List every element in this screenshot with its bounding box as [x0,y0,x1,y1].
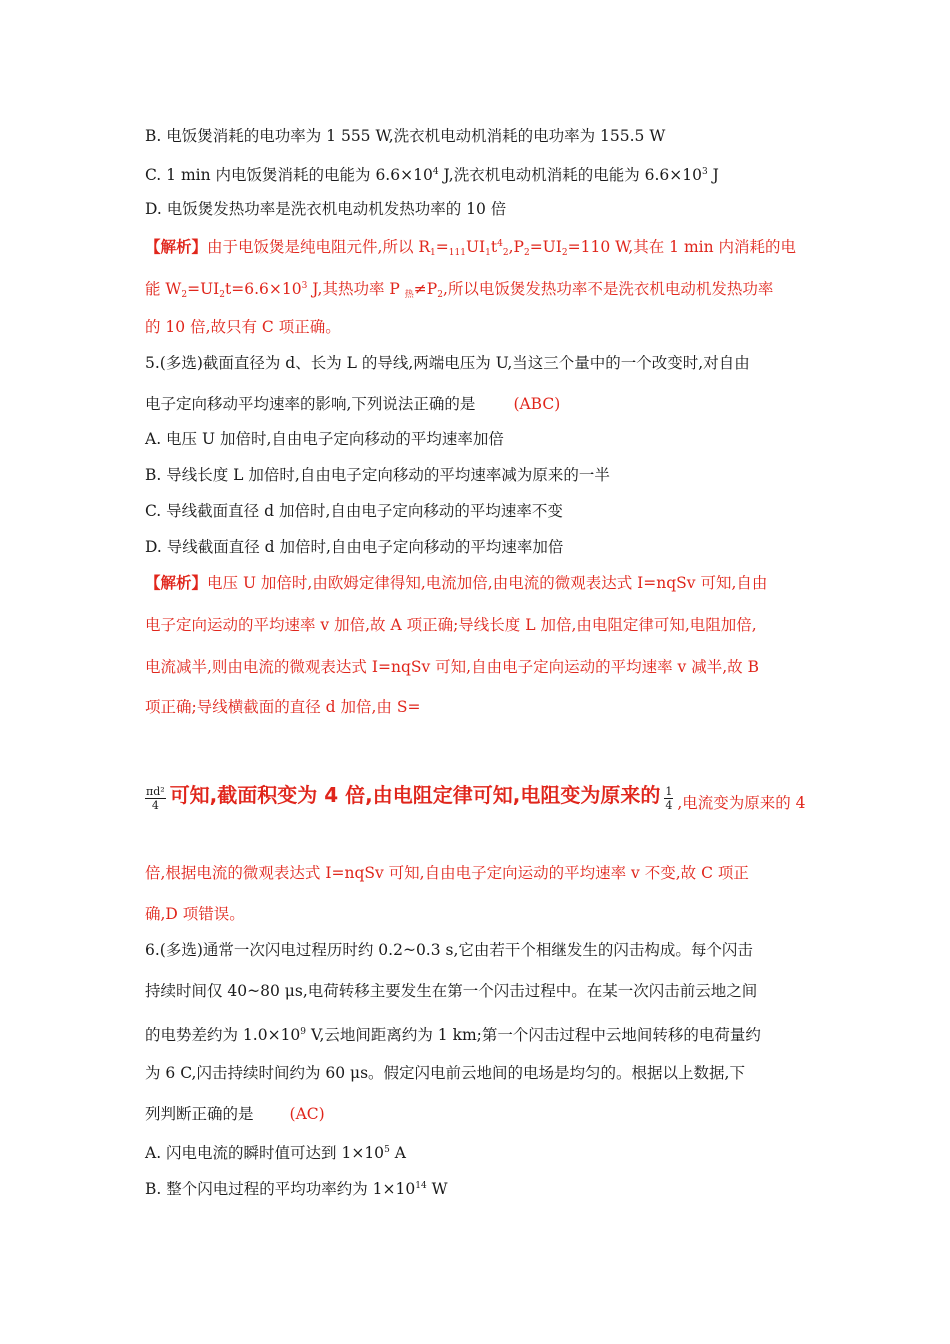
q5-option-d: D. 导线截面直径 d 加倍时,自由电子定向移动的平均速率加倍 [145,538,564,556]
q6-answer: (AC) [289,1105,325,1123]
q5-analysis-formula-line: $\frac{\text{πd²}}{4}$ 可知,截面积变为 4 倍,由电阻定律可知,电阻变为原来的 $\frac{1}{4}$ ,电流变为原来的 4 [146,783,806,812]
q6-stem-line-4: 为 6 C,闪击持续时间约为 60 μs。假定闪电前云地间的电场是均匀的。根据以上数据,下 [145,1064,745,1082]
q5-option-c: C. 导线截面直径 d 加倍时,自由电子定向移动的平均速率不变 [145,502,563,520]
q6-option-a: A. 闪电电流的瞬时值可达到 $1\times 10^5$ A [145,1144,406,1162]
q5-stem-line-2: 电子定向移动平均速率的影响,下列说法正确的是 (ABC) [145,395,561,413]
q5-answer: (ABC) [513,395,561,413]
fraction-one-quarter: $\frac{1}{4}$ [665,784,673,812]
q4-analysis-line-1: 【解析】由于电饭煲是纯电阻元件,所以 $R_1=_{111}UI_1t^4_2,P_2=UI_2=110$ W,其在 1 min 内消耗的电 [145,237,797,258]
q4-analysis-line-2: 能 $W_2=UI_2t=6.6\times 10^3$ J,其热功率 P $_热\ne P_2$,所以电饭煲发热功率不是洗衣机电动机发热功率 [145,280,774,300]
q5-analysis-line-3: 电流减半,则由电流的微观表达式 I=nqSv 可知,自由电子定向运动的平均速率 v 减半,故 B [145,658,759,676]
q6-stem-line-3: 的电势差约为 $1.0\times 10^9$ V,云地间距离约为 1 km;第一个闪击过程中云地间转移的电荷量约 [145,1026,761,1044]
q4-option-b: B. 电饭煲消耗的电功率为 1 555 W,洗衣机电动机消耗的电功率为 155.5 W [145,127,666,145]
q4-option-d: D. 电饭煲发热功率是洗衣机电动机发热功率的 10 倍 [145,200,507,218]
q5-analysis-line-1: 【解析】电压 U 加倍时,由欧姆定律得知,电流加倍,由电流的微观表达式 I=nqSv 可知,自由 [145,573,768,592]
q5-analysis-line-7: 确,D 项错误。 [145,905,245,923]
q6-stem-line-5: 列判断正确的是 (AC) [145,1105,325,1123]
fraction-pi-d-squared-over-4: $\frac{\text{πd²}}{4}$ [146,784,165,812]
q6-option-b: B. 整个闪电过程的平均功率约为 $1\times 10^{14}$ W [145,1180,448,1198]
q5-option-b: B. 导线长度 L 加倍时,自由电子定向移动的平均速率减为原来的一半 [145,466,610,484]
q5-analysis-line-2: 电子定向运动的平均速率 v 加倍,故 A 项正确;导线长度 L 加倍,由电阻定律可知,电阻加倍, [145,616,757,634]
q6-stem-line-1: 6.(多选)通常一次闪电过程历时约 0.2~0.3 s,它由若干个相继发生的闪击构成。每个闪击 [145,941,753,959]
q5-analysis-line-6: 倍,根据电流的微观表达式 I=nqSv 可知,自由电子定向运动的平均速率 v 不变,故 C 项正 [145,864,749,882]
q4-analysis-line-3: 的 10 倍,故只有 C 项正确。 [145,318,341,336]
q6-stem-line-2: 持续时间仅 40~80 μs,电荷转移主要发生在第一个闪击过程中。在某一次闪击前云地之间 [145,982,758,1000]
q5-option-a: A. 电压 U 加倍时,自由电子定向移动的平均速率加倍 [145,430,504,448]
q4-option-c: C. 1 min 内电饭煲消耗的电能为 $6.6\times 10^4$ J,洗衣机电动机消耗的电能为 $6.6\times 10^3$ J [145,166,719,184]
q5-stem-line-1: 5.(多选)截面直径为 d、长为 L 的导线,两端电压为 U,当这三个量中的一个改变时,对自由 [145,354,750,372]
q5-analysis-line-4: 项正确;导线横截面的直径 d 加倍,由 S= [145,698,421,716]
